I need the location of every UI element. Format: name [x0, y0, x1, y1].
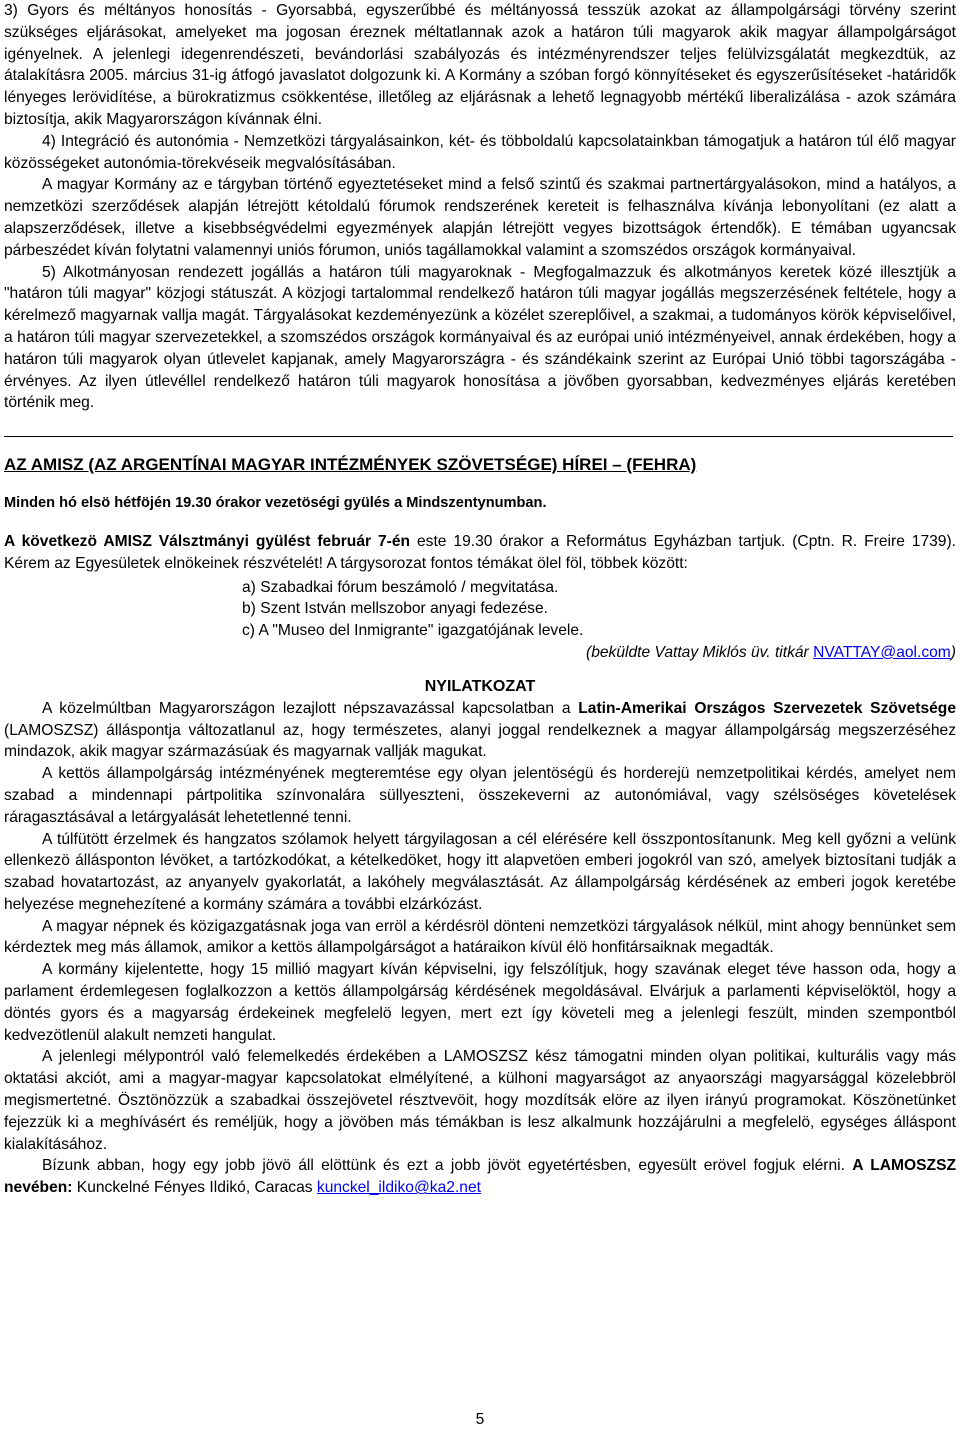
nyilatkozat-paragraph: A túlfütött érzelmek és hangzatos szólamok helyett tárgyilagosan a cél elérésére kell összpontosítanunk. Meg kell győzni a velünk ellenkezö állásponton lévöket, a tartózkodókat, a kételkedöket, hogy itt alapvetöen emberi jogokról van szó, amelyek biztosítani tudják a szabad hovatartozást, az anyanyelv gyakorlatát, a lakóhely megválasztását. Az állampolgárság kérdésének az emberi jogok keretébe helyezése megnehezítené a kormány számára a további elzárkózást.: [4, 830, 956, 913]
sender-email-link[interactable]: NVATTAY@aol.com: [813, 643, 951, 661]
page-number: 5: [475, 1411, 485, 1428]
paragraph-magyar-kormany: A magyar Kormány az e tárgyban történő egyeztetéseket mind a felső szintű és szakmai partnertárgyalásokon, mind a hatályos, a nemzetközi szerződések alapján létrejött kétoldalú fórumok rendszerének kereteit is felhasználva kívánja lebonyolítani (ez alatt a alapszerződések, illetve a kisebbségvédelmi egyezmények alapján létrejött vegyes bizottságok értendők). E témában ugyancsak párbeszédet kíván folytatni valamennyi uniós fórumon, uniós tagállamokkal valamint a szomszédos országok kormányaival.: [4, 176, 956, 259]
agenda-item: c) A "Museo del Inmigrante" igazgatójának levele.: [242, 622, 584, 640]
nyilatkozat-paragraph: A kettös állampolgárság intézményének megteremtése egy olyan jelentöségü és horderejü nemzetpolitikai kérdés, amelyet nem szabad a mindennapi pártpolitika színvonalára süllyeszteni, összekeverni az autonómiával, vagy szélsöséges követelések ráragasztásával a letárgyalását lehetetlenné tenni.: [4, 765, 956, 826]
nyilatkozat-title: NYILATKOZAT: [424, 677, 536, 695]
board-meeting-note: Minden hó elsö hétföjén 19.30 órakor vezetöségi gyülés a Mindszentynumban.: [4, 495, 547, 512]
signatory-label: A LAMOSZSZ nevében:: [4, 1157, 956, 1197]
agenda-list: [242, 577, 956, 642]
sender-line: (beküldte Vattay Miklós üv. titkár NVATTAY@aol.com): [586, 643, 956, 661]
signatory-email-link[interactable]: kunckel_ildiko@ka2.net: [316, 1179, 481, 1197]
nyilatkozat-paragraph: A jelenlegi mélypontról való felemelkedés érdekében a LAMOSZSZ kész támogatni minden olyan politikai, kulturális vagy más oktatási akciót, ami a magyar-magyar kapcsolatokat elmélyítené, a külhoni magyarságot az anyaországi magyarsággal közelebbröl megismertetné. Ösztönözzük a szabadkai összejövetel résztvevöit, hogy mozdítsák elöre az ilyen irányú programokat. Köszönetünket fejezzük ki a meghívásért és reméljük, hogy a jövöben más témákban is lesz alkalmunk hozzájárulni a megfelelö, egységes álláspont kialakításához.: [4, 1048, 956, 1153]
paragraph-alkotmanyos-jogallas: 5) Alkotmányosan rendezett jogállás a határon túli magyaroknak - Megfogalmazzuk és alkotmányos keretek közé illesztjük a "határon túli magyar" közjogi státuszát. A közjogi tartalommal rendelkező határon túli magyar jogállás megszerzésének feltétele, hogy a kérelmező magyarnak vallja magát. Tárgyalásokat kezdeményezünk a közélet szereplőivel, a szakmai, a tudományos körök képviselőivel, a határon túli magyar szervezetekkel, a szomszédos országok kormányaival és az európai unió intézményeivel, annak érdekében, hogy a határon túli magyarok olyan útlevelet kapjanak, amely Magyarországra - és szándékaink szerint az Európai Unió többi tagországába - érvényes. Az ilyen útlevéllel rendelkező határon túli magyarok honosítása a jövőben gyorsabban, kedvezményes eljárás keretében történik meg.: [4, 263, 956, 412]
nyilatkozat-paragraph: A kormány kijelentette, hogy 15 millió magyart kíván képviselni, igy felszólítjuk, hogy szavának eleget téve hasson oda, hogy a parlament érdemlegesen foglalkozzon a kettös állampolgárság kérdésének megoldásával. Elvárjuk a parlamenti képviselöktöl, hogy a döntés gyors és a magyarság érdekeinek megfelelö legyen, mert ezt így követeli meg a jelenlegi feszült, minden szempontból kedvezötlenül alakult nemzeti hangulat.: [4, 961, 956, 1044]
document-page: [4, 0, 956, 1199]
amisz-heading: AZ AMISZ (AZ ARGENTÍNAI MAGYAR INTÉZMÉNYEK SZÖVETSÉGE) HÍREI – (FEHRA): [4, 455, 697, 475]
nyilatkozat-paragraph: A közelmúltban Magyarországon lezajlott népszavazással kapcsolatban a Latin-Amerikai Országos Szervezetek Szövetsége (LAMOSZSZ) álláspontja változatlanul az, hogy természetes, alanyi joggal rendelkeznek a magyar állampolgárság megszerzéséhez mindazok, akik magyar származásúak és magyarnak vallják magukat.: [4, 699, 956, 761]
assembly-details: este 19.30 órakor a Református Egyházban tartjuk. (Cptn. R. Freire 1739). Kérem az Egyesületek elnökeinek részvételét! A tárgysorozat fontos témákat ölel föl, többek között:: [4, 532, 957, 572]
signatory-name: Kunckelné Fényes Ildikó, Caracas: [72, 1179, 317, 1197]
lamoszsz-name: Latin-Amerikai Országos Szervezetek Szövetsége: [578, 699, 956, 717]
paragraph-integracio: 4) Integráció és autonómia - Nemzetközi tárgyalásainkon, két- és többoldalú kapcsolatainkban támogatjuk a határon túl élő magyar közösségeket autonómia-törekvéseik megvalósításában.: [4, 132, 956, 172]
section-divider: [4, 436, 953, 437]
agenda-item: a) Szabadkai fórum beszámoló / megvitatása.: [242, 578, 559, 596]
paragraph-gyors-honositas: 3) Gyors és méltányos honosítás - Gyorsabbá, egyszerűbbé és méltányossá tesszük azokat az állampolgársági törvény szerint szükséges eljárásokat, amelyeket ma jogosan éreznek méltatlannak azok a határon túli magyarok akik magyar állampolgárságot igényelnek. A jelenlegi idegenrendészeti, bevándorlási szabályozás és intézményrendszer teljes felülvizsgálatát megkezdtük, az átalakításra 2005. március 31-ig átfogó javaslatot dolgozunk ki. A Kormány a szóban forgó könnyítéseket és egyszerűsítéseket -határidők lényeges lerövidítése, a bürokratizmus csökkentése, illetőleg az eljárásnak a lehető legnagyobb mértékű liberalizálása - azok számára biztosítja, akik Magyarországon kívánnak élni.: [4, 2, 956, 128]
assembly-date: A következö AMISZ Válsztmányi gyülést február 7-én: [4, 532, 411, 550]
sender-text: beküldte Vattay Miklós üv. titkár: [591, 643, 814, 661]
nyilatkozat-closing: Bízunk abban, hogy egy jobb jövö áll elöttünk és ezt a jobb jövöt egyetértésben, egyesült erövel fogjuk elérni. A LAMOSZSZ nevében: Kunckelné Fényes Ildikó, Caracas kunckel_ildiko@ka2.net: [4, 1157, 956, 1197]
assembly-announcement: [4, 531, 956, 575]
nyilatkozat-paragraph: A magyar népnek és közigazgatásnak joga van erröl a kérdésröl dönteni nemzetközi tárgyalások nélkül, mint ahogy bennünket sem kérdeztek meg más államok, amikor a kettös állampolgárságot a határaikon kívül élö honfitársaiknak megadták.: [4, 917, 956, 957]
agenda-item: b) Szent István mellszobor anyagi fedezése.: [242, 600, 548, 618]
